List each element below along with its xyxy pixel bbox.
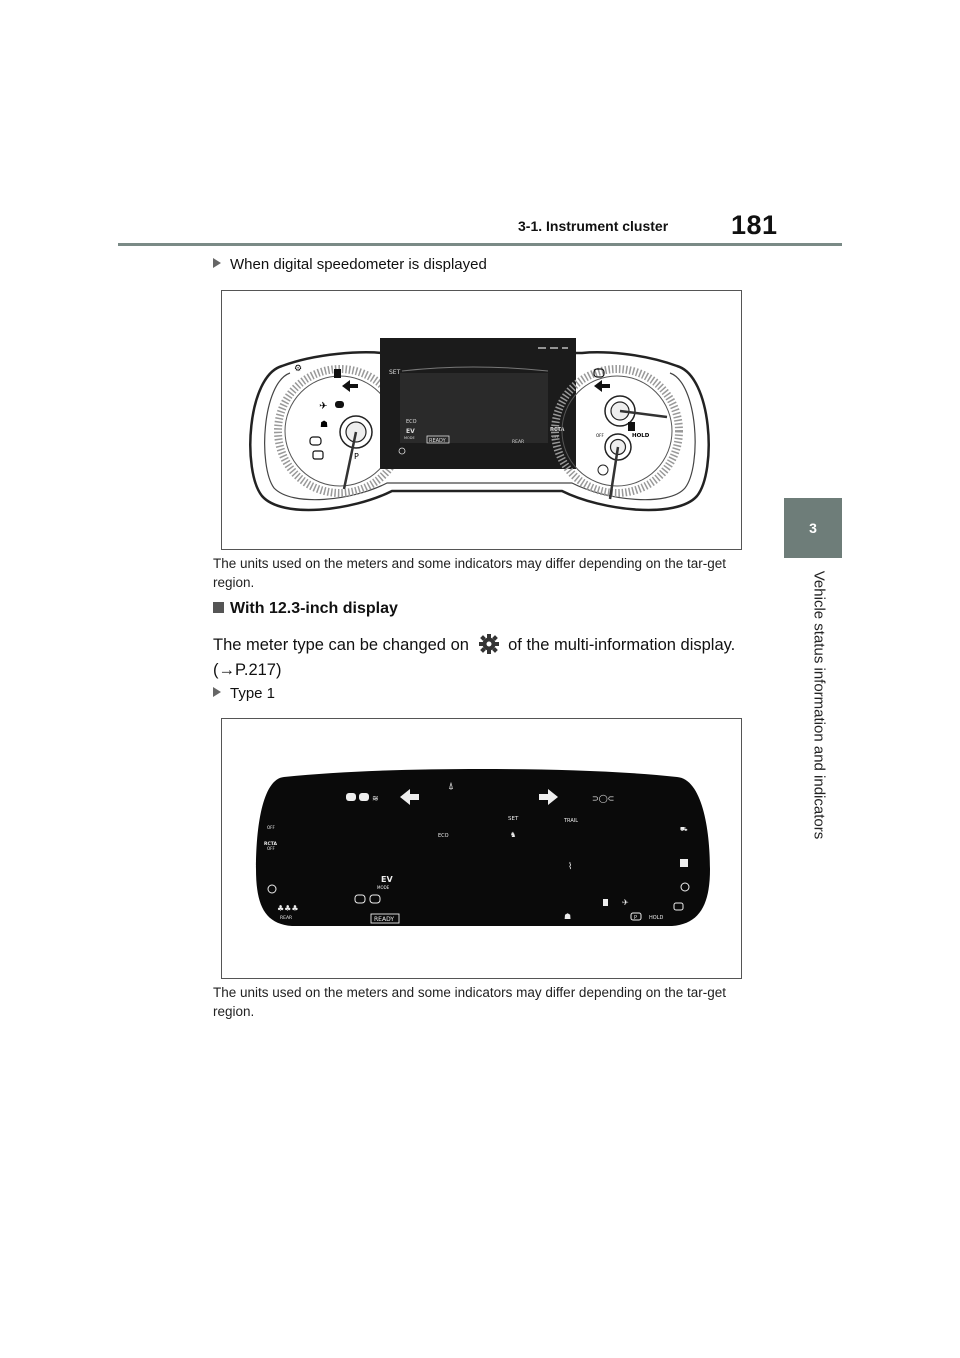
fig1-ready-label: READY bbox=[429, 438, 446, 444]
chapter-number: 3 bbox=[809, 520, 817, 536]
fig1-off-right-label: OFF bbox=[596, 433, 604, 438]
fig2-beam-icon: ≋ bbox=[372, 794, 379, 803]
fig1-eco-label: ECO bbox=[406, 419, 417, 425]
body-text-before: The meter type can be changed on bbox=[213, 636, 469, 654]
figure-digital-speedometer bbox=[221, 290, 742, 550]
instrument-cluster-illustration bbox=[222, 291, 741, 549]
subheading-text: With 12.3-inch display bbox=[230, 600, 398, 617]
fuel-icon bbox=[334, 369, 341, 378]
fig2-rcta-label: RCTA bbox=[264, 842, 277, 847]
fig1-left-top-icon: ⚙ bbox=[294, 364, 303, 374]
fig2-ready-label: READY bbox=[374, 916, 395, 923]
bullet-triangle-icon bbox=[213, 687, 221, 697]
seatbelt-icon: ✈ bbox=[622, 898, 629, 907]
fig2-cruise-icon: ♞ bbox=[510, 831, 517, 839]
body-text-after: of the multi-information display. bbox=[508, 636, 736, 654]
fig1-off-label: OFF bbox=[552, 435, 559, 439]
bullet-digital-speedometer bbox=[213, 256, 487, 273]
fig2-set-label: SET bbox=[508, 816, 519, 822]
fig2-off-label-2: OFF bbox=[267, 846, 275, 851]
airbag-icon: ☗ bbox=[320, 420, 329, 430]
fig2-wiper-icon: ⌇ bbox=[568, 862, 573, 872]
fig2-park-label: P bbox=[634, 915, 638, 921]
fig1-park-icon: P bbox=[354, 452, 359, 461]
fig1-rear-label: REAR bbox=[512, 440, 525, 445]
fig1-set-label: SET bbox=[389, 369, 401, 376]
settings-gear-icon bbox=[478, 633, 500, 660]
fuel-icon bbox=[603, 899, 608, 906]
bullet-text: When digital speedometer is displayed bbox=[230, 256, 487, 273]
chapter-tab bbox=[784, 498, 842, 558]
fig2-tree-icons: ♣♣♣ bbox=[277, 904, 299, 913]
fig2-off-label-1: OFF bbox=[267, 825, 275, 830]
fig2-lane-icon: ⍋ bbox=[448, 781, 454, 792]
fig2-trail-label: TRAIL bbox=[564, 818, 579, 824]
fog-light-icon: ⊃◯⊂ bbox=[592, 794, 615, 803]
fig1-hold-label: HOLD bbox=[632, 433, 650, 439]
fig2-hold-label: HOLD bbox=[649, 915, 664, 921]
fig1-rcta-label: RCTA bbox=[550, 427, 565, 433]
fig1-ev-label: EV bbox=[406, 428, 415, 435]
fig2-eco-label: ECO bbox=[438, 833, 449, 839]
bullet-triangle-icon bbox=[213, 258, 221, 268]
body-line-1 bbox=[213, 633, 735, 660]
bullet-text: Type 1 bbox=[230, 685, 276, 702]
fig2-ev-label: EV bbox=[381, 875, 393, 884]
page-reference: (→P.217) bbox=[213, 661, 282, 679]
chapter-title-vertical bbox=[806, 565, 832, 850]
subheading-square-icon bbox=[213, 602, 224, 613]
headlight-icon bbox=[346, 793, 356, 801]
seatbelt-icon: ✈ bbox=[319, 401, 328, 412]
center-display bbox=[380, 338, 576, 469]
bullet-type-1 bbox=[213, 685, 275, 702]
section-title: 3-1. Instrument cluster bbox=[518, 218, 669, 234]
fig2-right-car-icon: ⛟ bbox=[680, 826, 688, 833]
fig2-mode-label: MODE bbox=[377, 885, 390, 890]
subheading-12-3-display bbox=[213, 600, 398, 618]
airbag-icon: ☗ bbox=[564, 912, 572, 921]
fig1-mode-label: MODE bbox=[404, 436, 415, 440]
note-units-1: The units used on the meters and some indicators may differ depending on the tar-get region. bbox=[213, 556, 727, 590]
chapter-title: Vehicle status information and indicators bbox=[810, 570, 828, 840]
figure-type-1-display bbox=[221, 718, 742, 979]
fig2-rear-label: REAR bbox=[280, 916, 293, 921]
header-rule bbox=[118, 243, 842, 246]
display-panel-shape bbox=[256, 769, 710, 926]
note-units-2: The units used on the meters and some indicators may differ depending on the tar-get region. bbox=[213, 985, 727, 1019]
12-3-inch-display-illustration bbox=[222, 719, 741, 978]
headlight-icon bbox=[335, 401, 344, 408]
page-number: 181 bbox=[731, 210, 778, 240]
